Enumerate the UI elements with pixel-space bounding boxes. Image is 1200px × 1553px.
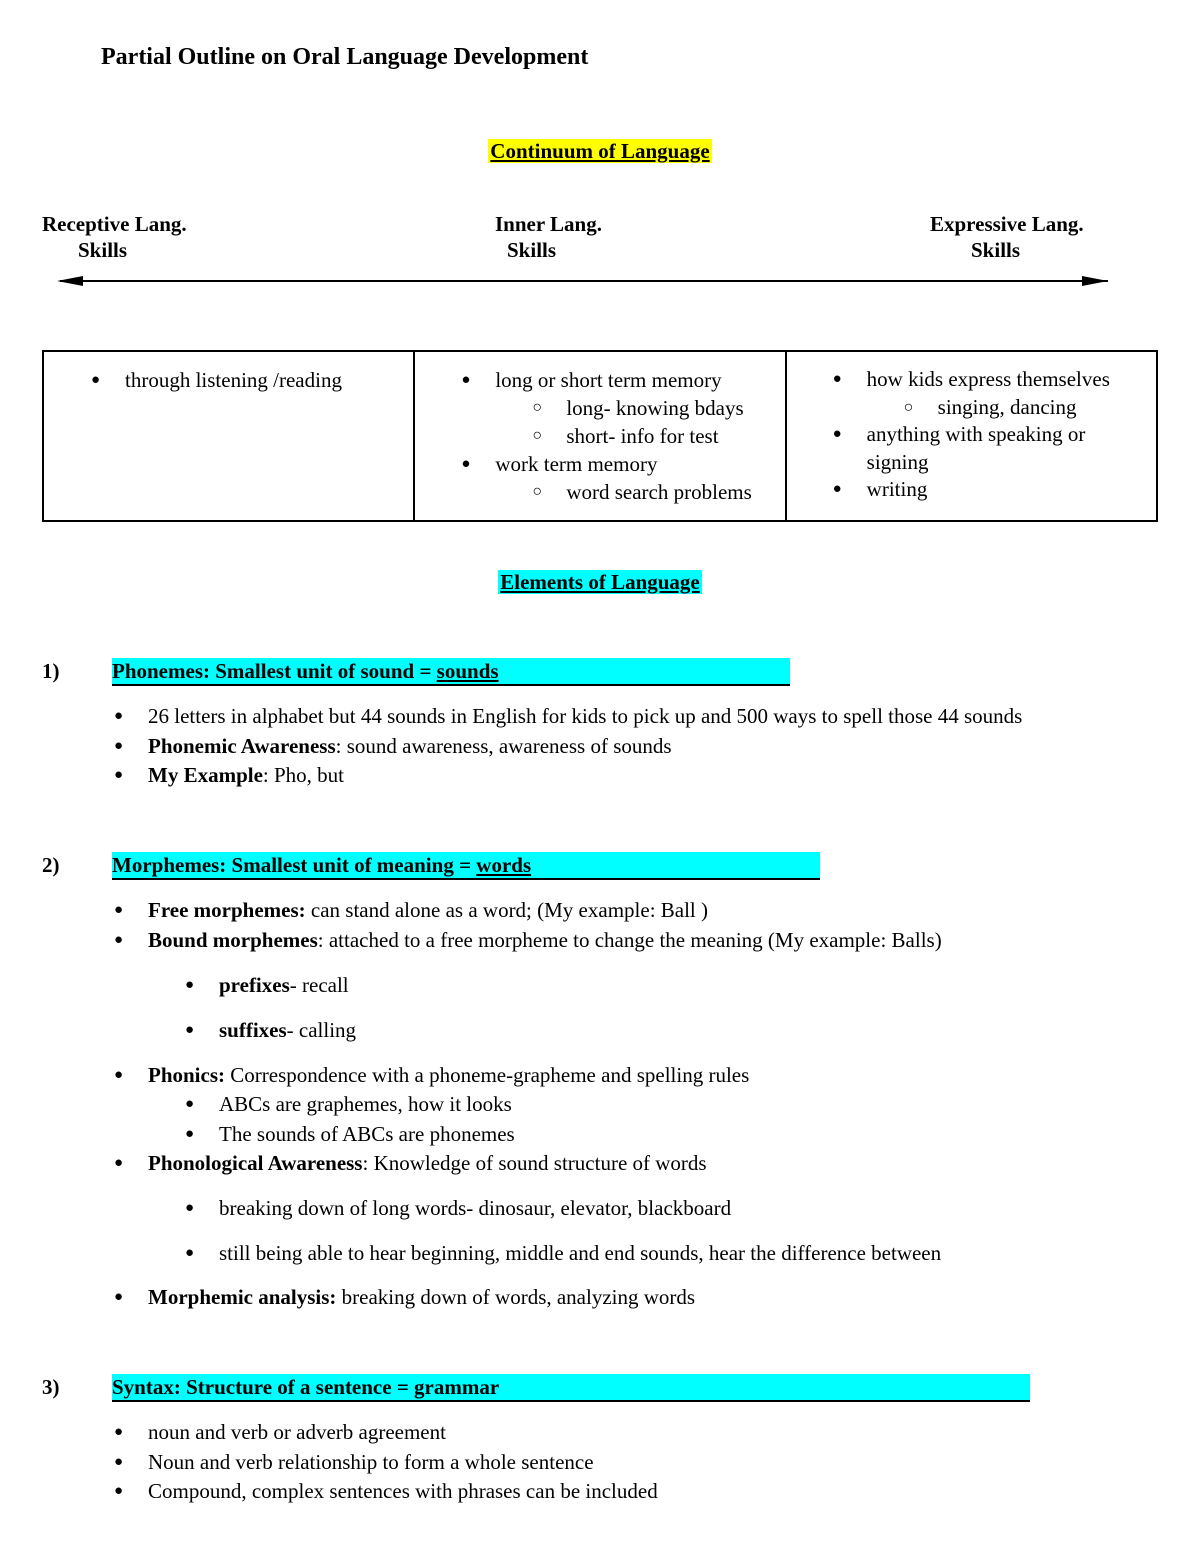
section-highlight bbox=[112, 852, 820, 880]
phonics-list bbox=[148, 1061, 1188, 1091]
list-item: ○ word search problems bbox=[566, 478, 778, 506]
receptive-label bbox=[42, 211, 187, 263]
expressive-label-line2: Skills bbox=[971, 238, 1021, 262]
section-label: Syntax: Structure of a sentence = grammar bbox=[112, 1375, 500, 1399]
list-item: ● work term memory bbox=[495, 450, 778, 478]
list-item-text: breaking down of words, analyzing words bbox=[336, 1285, 696, 1309]
expressive-label bbox=[930, 211, 1084, 263]
list-item-term: Free morphemes: bbox=[148, 898, 306, 922]
list-item: ● anything with speaking or signing bbox=[867, 421, 1130, 476]
list-item-term: Phonemic Awareness bbox=[148, 733, 336, 758]
phonological-sub-list-1 bbox=[219, 1194, 1179, 1224]
inner-label-line2: Skills bbox=[507, 238, 557, 262]
list-item bbox=[148, 761, 1188, 791]
inner-label-line1: Inner Lang. bbox=[495, 212, 602, 236]
phonological-list bbox=[148, 1149, 1188, 1179]
list-item-term: Bound morphemes bbox=[148, 927, 318, 952]
list-item: ● ABCs are graphemes, how it looks bbox=[219, 1090, 1119, 1120]
section-answer: sounds bbox=[436, 659, 499, 683]
list-item-term: prefixes bbox=[219, 973, 290, 997]
list-item bbox=[219, 971, 1119, 1001]
list-item-text: : Knowledge of sound structure of words bbox=[362, 1151, 707, 1175]
list-item-term: Phonological Awareness bbox=[148, 1151, 363, 1175]
list-item: ● Noun and verb relationship to form a whole sentence bbox=[148, 1448, 1188, 1478]
section-label: Phonemes: Smallest unit of sound = bbox=[112, 659, 437, 683]
elements-heading-text: Elements of Language bbox=[500, 570, 700, 594]
list-item-text: : Pho, but bbox=[262, 763, 345, 787]
expressive-cell bbox=[786, 351, 1157, 521]
list-item-term: Phonics: bbox=[148, 1063, 226, 1087]
list-item: ● still being able to hear beginning, middle and end sounds, hear the difference between bbox=[219, 1239, 1179, 1269]
list-item: ● through listening /reading bbox=[125, 366, 407, 394]
section-highlight bbox=[112, 1374, 1030, 1402]
list-item bbox=[148, 702, 1188, 732]
list-item: ● writing bbox=[867, 476, 1130, 504]
document-title: Partial Outline on Oral Language Development bbox=[101, 44, 589, 70]
list-item bbox=[148, 732, 1188, 762]
list-item-text: Correspondence with a phoneme-grapheme and spelling rules bbox=[225, 1063, 750, 1087]
phonemes-list bbox=[148, 702, 1188, 791]
list-item: ● The sounds of ABCs are phonemes bbox=[219, 1120, 1119, 1150]
list-item-term: My Example bbox=[148, 763, 263, 787]
continuum-heading bbox=[0, 139, 1200, 164]
arrow-left-icon bbox=[57, 276, 83, 286]
section-answer: words bbox=[476, 853, 532, 877]
list-item: ○ short- info for test bbox=[566, 422, 778, 450]
morphemes-list-top bbox=[148, 896, 1188, 955]
syntax-list bbox=[148, 1418, 1188, 1507]
continuum-arrow-line bbox=[60, 280, 1108, 282]
list-item-text: 26 letters in alphabet but 44 sounds in English for kids to pick up and 500 ways to spell those 44 sounds bbox=[148, 704, 1023, 728]
list-item bbox=[148, 926, 1188, 956]
list-item bbox=[148, 896, 1188, 926]
suffix-list bbox=[219, 1016, 1119, 1046]
list-item: ● Compound, complex sentences with phrases can be included bbox=[148, 1477, 1188, 1507]
receptive-label-line2: Skills bbox=[78, 238, 128, 262]
section-label: Morphemes: Smallest unit of meaning = bbox=[112, 853, 477, 877]
arrow-right-icon bbox=[1082, 276, 1108, 286]
elements-heading bbox=[0, 570, 1200, 595]
list-item: ● breaking down of long words- dinosaur, elevator, blackboard bbox=[219, 1194, 1179, 1224]
list-item bbox=[148, 1283, 1188, 1313]
section-number: 1) bbox=[42, 659, 60, 683]
list-item: ● long or short term memory bbox=[495, 366, 778, 394]
list-item-text: - calling bbox=[286, 1018, 357, 1042]
list-item: ○ long- knowing bdays bbox=[566, 394, 778, 422]
continuum-heading-text: Continuum of Language bbox=[490, 139, 710, 163]
receptive-cell bbox=[43, 351, 414, 521]
inner-cell bbox=[414, 351, 785, 521]
section-number: 3) bbox=[42, 1375, 60, 1399]
list-item-text: : attached to a free morpheme to change the meaning (My example: Balls) bbox=[317, 927, 942, 952]
receptive-label-line1: Receptive Lang. bbox=[42, 212, 187, 236]
list-item bbox=[148, 1061, 1188, 1091]
list-item-term: suffixes bbox=[219, 1018, 287, 1042]
section-phonemes-heading bbox=[42, 658, 762, 685]
list-item-text: - recall bbox=[289, 973, 349, 997]
phonological-sub-list-2 bbox=[219, 1239, 1179, 1269]
section-morphemes-heading bbox=[42, 852, 832, 879]
prefix-list bbox=[219, 971, 1119, 1001]
list-item-text: : sound awareness, awareness of sounds bbox=[335, 733, 672, 758]
expressive-label-line1: Expressive Lang. bbox=[930, 212, 1084, 236]
list-item: ○ singing, dancing bbox=[938, 394, 1150, 422]
list-item-term: Morphemic analysis: bbox=[148, 1285, 337, 1309]
continuum-table bbox=[42, 350, 1158, 522]
inner-label bbox=[495, 211, 602, 263]
section-highlight bbox=[112, 658, 790, 686]
list-item bbox=[219, 1016, 1119, 1046]
list-item: ● noun and verb or adverb agreement bbox=[148, 1418, 1188, 1448]
list-item bbox=[148, 1149, 1188, 1179]
morphemic-analysis-list bbox=[148, 1283, 1188, 1313]
list-item: ● how kids express themselves bbox=[867, 366, 1150, 394]
phonics-sub-list bbox=[219, 1090, 1119, 1149]
section-syntax-heading bbox=[42, 1374, 1042, 1401]
list-item-text: can stand alone as a word; (My example: Ball ) bbox=[305, 898, 709, 922]
section-number: 2) bbox=[42, 853, 60, 877]
